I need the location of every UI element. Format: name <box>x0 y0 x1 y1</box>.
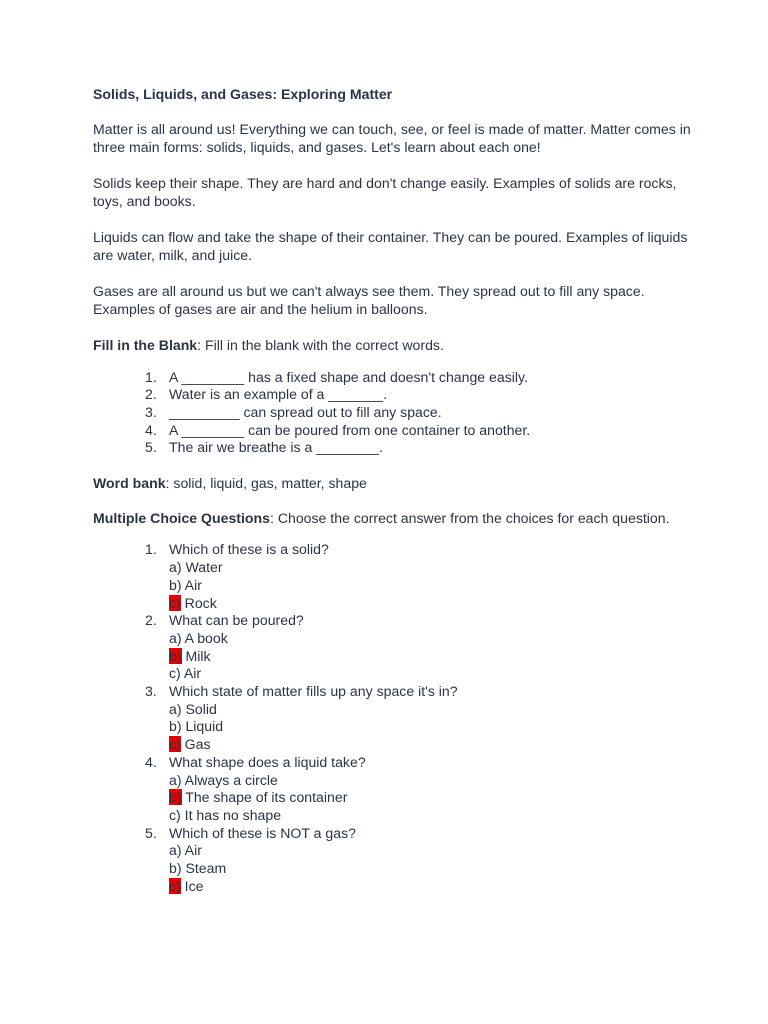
option-text: Steam <box>181 860 227 877</box>
option-text: Water <box>181 559 223 576</box>
answer-option <box>169 665 693 683</box>
option-text: Gas <box>180 736 211 753</box>
solids-paragraph: Solids keep their shape. They are hard and don't change easily. Examples of solids are rocks, toys, and books. <box>93 175 677 209</box>
question-item <box>145 754 693 825</box>
word-bank-label: Word bank <box>93 474 166 491</box>
item-text: The air we breathe is a ________. <box>169 439 383 456</box>
answer-option-correct <box>169 648 693 666</box>
option-letter: b) <box>169 718 182 735</box>
question-text: What can be poured? <box>169 612 304 629</box>
fill-blank-heading <box>93 337 693 355</box>
gases-paragraph: Gases are all around us but we can't always see them. They spread out to fill any space. Examples of gases are air and the helium in balloons. <box>93 282 645 317</box>
question-item <box>145 825 693 896</box>
fill-blank-label: Fill in the Blank <box>93 336 198 353</box>
list-item <box>145 369 693 387</box>
option-letter: a) <box>169 700 182 717</box>
answer-option <box>169 701 693 719</box>
option-text: Ice <box>180 877 204 894</box>
option-letter: a) <box>169 771 182 788</box>
answer-option-correct <box>169 878 693 896</box>
item-text: A ________ can be poured from one container to another. <box>169 421 531 438</box>
item-number: 4. <box>145 421 157 438</box>
option-text: It has no shape <box>180 807 282 823</box>
question-item <box>145 683 693 754</box>
highlighted-option-letter: c) <box>169 594 181 611</box>
option-text: Milk <box>181 647 211 664</box>
highlighted-option-letter: c) <box>169 877 181 894</box>
question-text: Which of these is NOT a gas? <box>169 824 356 841</box>
question-number: 1. <box>145 541 157 558</box>
item-number: 3. <box>145 403 157 420</box>
multiple-choice-instruction: : Choose the correct answer from the choices for each question. <box>269 509 670 526</box>
item-number: 2. <box>145 386 157 403</box>
highlighted-option-letter: b) <box>169 789 182 806</box>
question-item <box>145 612 693 683</box>
intro-paragraph: Matter is all around us! Everything we can touch, see, or feel is made of matter. Matter comes in three main forms: solids, liquids, and gases. Let's learn about each one! <box>93 121 691 155</box>
page-title: Solids, Liquids, and Gases: Exploring Matter <box>93 86 393 102</box>
word-bank <box>93 475 693 493</box>
option-letter: c) <box>169 807 181 823</box>
answer-option <box>169 772 693 790</box>
multiple-choice-list <box>145 541 693 895</box>
option-text: Air <box>181 842 202 859</box>
highlighted-option-letter: b) <box>169 647 182 664</box>
list-item <box>145 439 693 457</box>
option-text: Rock <box>180 594 217 611</box>
answer-option-correct <box>169 595 693 613</box>
question-number: 5. <box>145 824 157 841</box>
question-number: 2. <box>145 612 157 629</box>
option-text: Solid <box>181 700 217 717</box>
multiple-choice-label: Multiple Choice Questions <box>93 509 270 526</box>
answer-option-correct <box>169 736 693 754</box>
item-number: 5. <box>145 439 157 456</box>
question-text: Which of these is a solid? <box>169 541 329 558</box>
item-text: _________ can spread out to fill any space. <box>169 403 442 420</box>
answer-option <box>169 807 693 825</box>
option-text: Liquid <box>181 718 224 735</box>
multiple-choice-heading <box>93 510 693 528</box>
option-letter: b) <box>169 860 182 877</box>
item-number: 1. <box>145 368 157 385</box>
option-text: Air <box>180 665 202 682</box>
question-text: Which state of matter fills up any space it's in? <box>169 683 458 700</box>
fill-blank-instruction: : Fill in the blank with the correct words. <box>197 336 444 353</box>
list-item <box>145 422 693 440</box>
option-text: A book <box>181 629 228 646</box>
fill-blank-list <box>145 369 693 458</box>
question-text: What shape does a liquid take? <box>169 753 366 770</box>
option-text: The shape of its container <box>181 789 348 806</box>
item-text: A ________ has a fixed shape and doesn't change easily. <box>169 368 528 385</box>
answer-option <box>169 718 693 736</box>
answer-option <box>169 860 693 878</box>
option-letter: a) <box>169 629 182 646</box>
answer-option <box>169 577 693 595</box>
answer-option <box>169 559 693 577</box>
liquids-paragraph: Liquids can flow and take the shape of their container. They can be poured. Examples of liquids are water, milk, and juice. <box>93 229 688 263</box>
answer-option <box>169 630 693 648</box>
worksheet-page <box>93 86 693 896</box>
answer-option <box>169 842 693 860</box>
list-item <box>145 386 693 404</box>
question-number: 4. <box>145 753 157 770</box>
option-letter: c) <box>169 665 181 682</box>
question-item <box>145 541 693 612</box>
option-text: Always a circle <box>181 771 278 788</box>
word-bank-words: : solid, liquid, gas, matter, shape <box>165 474 367 491</box>
question-number: 3. <box>145 683 157 700</box>
option-text: Air <box>181 576 202 593</box>
option-letter: b) <box>169 576 182 593</box>
option-letter: a) <box>169 842 182 859</box>
answer-option-correct <box>169 789 693 807</box>
highlighted-option-letter: c) <box>169 736 181 753</box>
list-item <box>145 404 693 422</box>
option-letter: a) <box>169 559 182 576</box>
item-text: Water is an example of a _______. <box>169 386 388 403</box>
